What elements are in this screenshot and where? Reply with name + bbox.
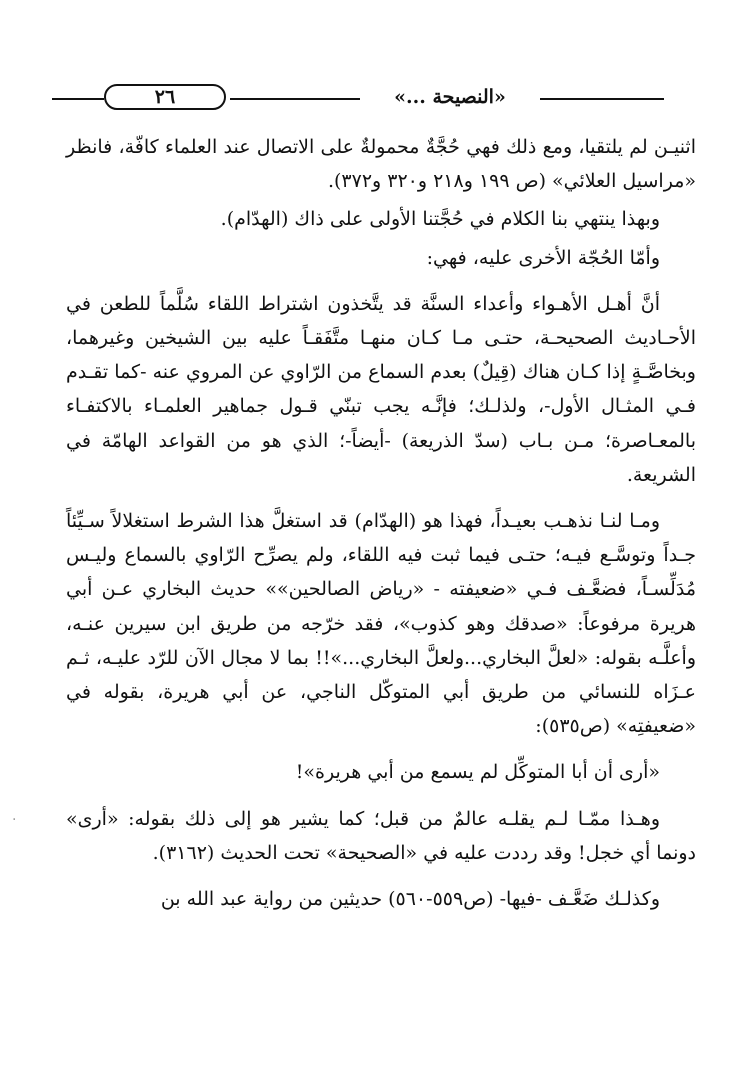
margin-mark: . <box>12 808 17 824</box>
quotation: «أرى أن أبا المتوكِّل لم يسمع من أبي هريرة»! <box>295 761 660 784</box>
page-number: ٢٦ <box>154 86 176 108</box>
paragraph: وكذلـك ضَعَّـف -فيها- (ص٥٥٩-٥٦٠) حديثين من رواية عبد الله بن <box>160 888 660 911</box>
page-header <box>52 84 664 114</box>
header-rule-middle <box>230 98 360 100</box>
header-rule-left <box>52 98 104 100</box>
paragraph: وهـذا ممّـا لـم يقلـه عالمٌ من قبل؛ كما يشير هو إلى ذلك بقوله: «أرى» دونما أي خجل! وقد رددت عليه في «الصحيحة» تحت الحديث (٣١٦٢). <box>66 807 696 864</box>
header-rule-right <box>540 98 664 100</box>
running-title: «النصيحة ...» <box>394 86 506 108</box>
paragraph: أنَّ أهـل الأهـواء وأعداء السنَّة قد يتَّخذون اشتراط اللقاء سُلَّماً للطعن في الأحـاديث الصحيحـة، حتـى مـا كـان منهـا متَّفَقـاً عليه بين الشيخين وغيرهما، وبخاصَّـةٍ إذا كـان هناك (قِيلٌ) بعدم السماع من الرّاوي عن المروي عنه -كما تقـدم فـي المثـال الأول-، ولذلـك؛ فإنَّـه يجب تبنّي قـول جماهير العلمـاء بالاكتفـاء بالمعـاصرة؛ مـن بـاب (سدّ الذريعة) -أيضاً-؛ الذي هو من القواعد الهامّة في الشريعة. <box>66 292 696 486</box>
paragraph: وبهذا ينتهي بنا الكلام في حُجَّتنا الأولى على ذاك (الهدّام). <box>220 208 660 231</box>
body-text <box>66 130 696 916</box>
paragraph: وأمّا الحُجّة الأخرى عليه، فهي: <box>426 246 660 269</box>
paragraph: ومـا لنـا نذهـب بعيـداً، فهذا هو (الهدّام) قد استغلَّ هذا الشرط استغلالاً سـيِّئاً جـداً وتوسَّـع فيـه؛ حتـى فيما ثبت فيه اللقاء، ولم يصرِّح الرّاوي بالسماع وليـس مُدَلِّسـاً، فضعَّـف فـي «ضعيفته - «رياض الصالحين»» حديث البخاري عـن أبي هريرة مرفوعاً: «صدقك وهو كذوب»، فقد خرّجه من طريق ابن سيرين عنـه، وأعلَّـه بقوله: «لعلَّ البخاري...ولعلَّ البخاري...»!! بما لا مجال الآن للرّد عليـه، ثـم عـزَاه للنسائي من طريق أبي المتوكّل الناجي، عن أبي هريرة، بقوله في «ضعيفتِه» (ص٥٣٥): <box>66 510 696 738</box>
paragraph-continuation: اثنيـن لم يلتقيا، ومع ذلك فهي حُجَّةٌ محمولةٌ على الاتصال عند العلماء كافّة، فانظر «مراسيل العلائي» (ص ١٩٩ و٢١٨ و٣٢٠ و٣٧٢). <box>66 136 696 193</box>
